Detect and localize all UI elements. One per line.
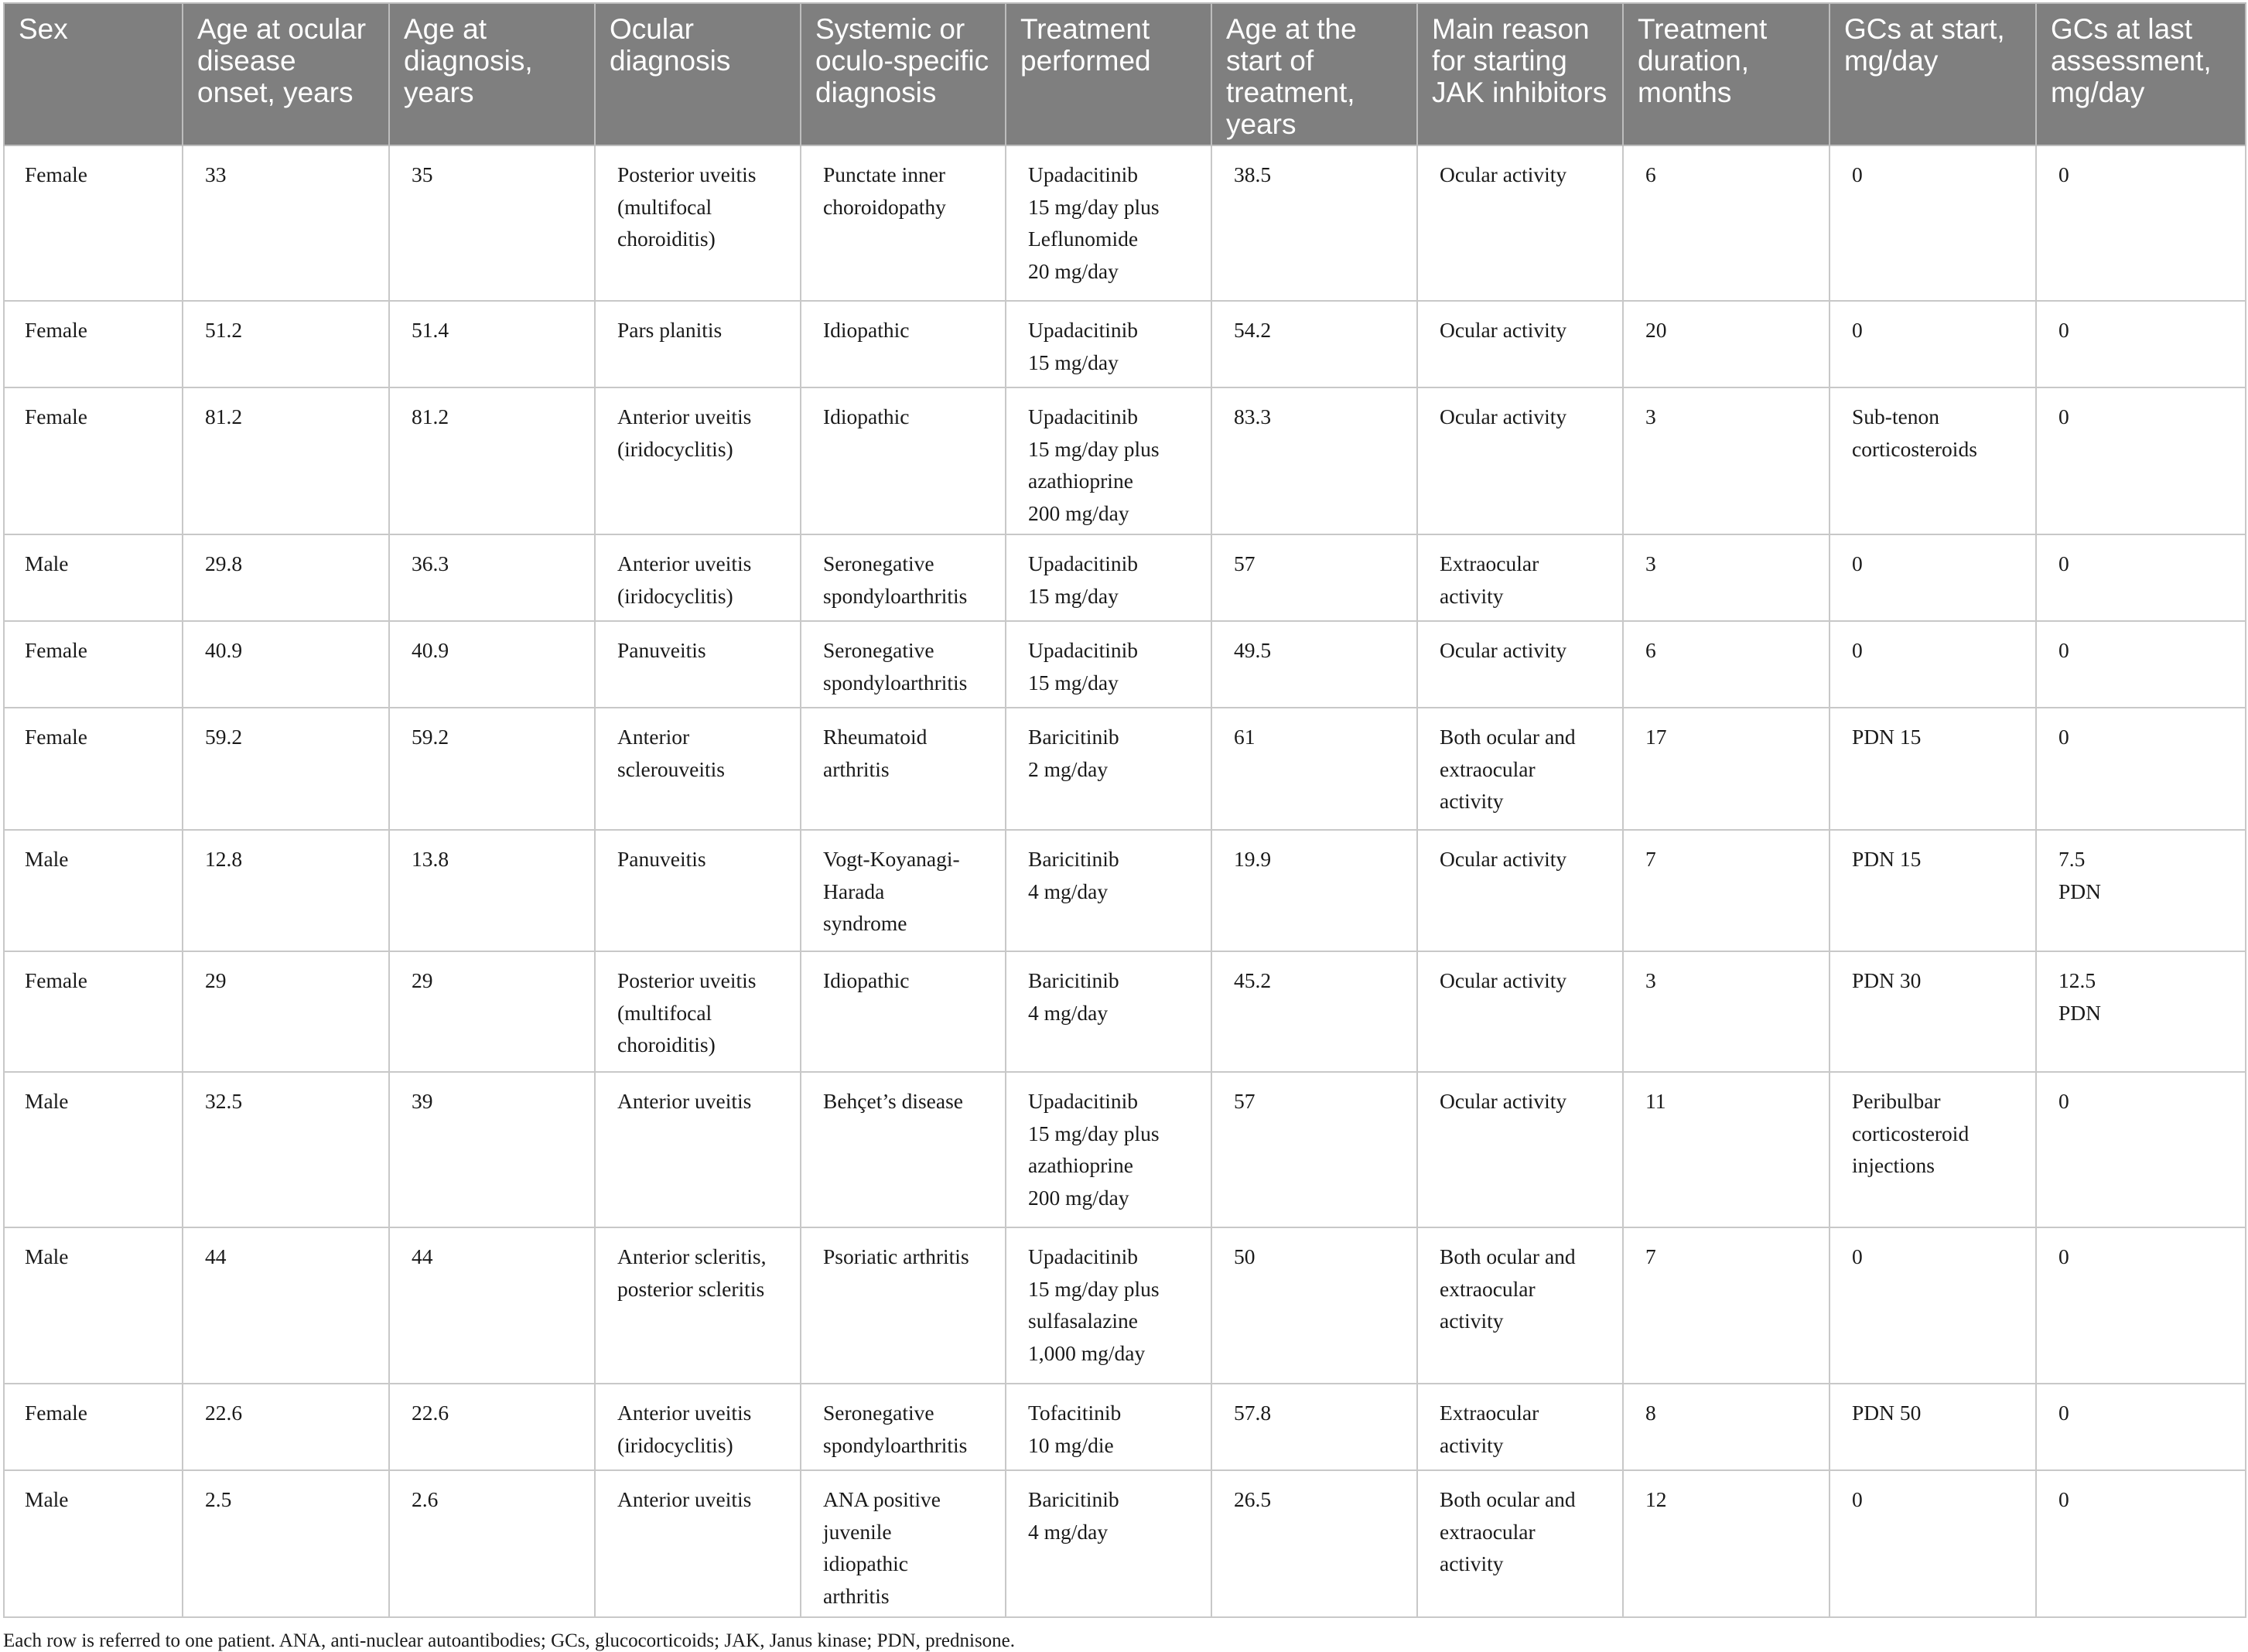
table-cell: 8	[1623, 1384, 1829, 1470]
table-cell: Ocular activity	[1417, 1072, 1623, 1227]
table-cell: Baricitinib 4 mg/day	[1006, 951, 1211, 1072]
table-cell: Male	[4, 830, 183, 951]
table-header	[4, 3, 2246, 145]
table-cell: 6	[1623, 621, 1829, 708]
table-cell: 61	[1211, 708, 1417, 830]
table-cell: 57.8	[1211, 1384, 1417, 1470]
table-cell: 17	[1623, 708, 1829, 830]
table-row	[4, 1470, 2246, 1617]
table-cell: 26.5	[1211, 1470, 1417, 1617]
table-cell: Female	[4, 301, 183, 387]
table-cell: 39	[389, 1072, 595, 1227]
table-cell: 0	[2036, 1072, 2246, 1227]
table-cell: Anterior uveitis	[595, 1470, 801, 1617]
table-cell: Anterior uveitis	[595, 1072, 801, 1227]
table-cell: Both ocular and extraocular activity	[1417, 708, 1623, 830]
table-cell: 11	[1623, 1072, 1829, 1227]
table-cell: 0	[1829, 1470, 2036, 1617]
table-cell: 2.5	[183, 1470, 389, 1617]
header-row	[4, 3, 2246, 145]
column-header: Main reason for starting JAK inhibitors	[1417, 3, 1623, 145]
table-cell: 83.3	[1211, 387, 1417, 534]
table-cell: 12.5 PDN	[2036, 951, 2246, 1072]
table-cell: Male	[4, 1227, 183, 1384]
table-cell: 40.9	[183, 621, 389, 708]
table-cell: 0	[1829, 301, 2036, 387]
table-row	[4, 708, 2246, 830]
table-cell: Anterior uveitis (iridocyclitis)	[595, 534, 801, 621]
table-cell: Peribulbar corticosteroid injections	[1829, 1072, 2036, 1227]
table-container	[3, 2, 2245, 1652]
table-cell: Upadacitinib 15 mg/day plus Leflunomide 20 mg/day	[1006, 145, 1211, 301]
table-cell: 0	[2036, 1227, 2246, 1384]
table-cell: Male	[4, 534, 183, 621]
table-row	[4, 1072, 2246, 1227]
table-row	[4, 145, 2246, 301]
table-cell: Anterior scleritis, posterior scleritis	[595, 1227, 801, 1384]
table-cell: Female	[4, 951, 183, 1072]
table-cell: 0	[2036, 1384, 2246, 1470]
table-cell: 0	[2036, 301, 2246, 387]
table-cell: 38.5	[1211, 145, 1417, 301]
column-header: Systemic or oculo-specific diagnosis	[801, 3, 1006, 145]
table-cell: Seronegative spondyloarthritis	[801, 1384, 1006, 1470]
column-header: Age at diagnosis, years	[389, 3, 595, 145]
column-header: Ocular diagnosis	[595, 3, 801, 145]
table-cell: 57	[1211, 534, 1417, 621]
table-cell: 29.8	[183, 534, 389, 621]
table-cell: 3	[1623, 951, 1829, 1072]
table-cell: Rheumatoid arthritis	[801, 708, 1006, 830]
table-cell: 32.5	[183, 1072, 389, 1227]
table-cell: Upadacitinib 15 mg/day	[1006, 534, 1211, 621]
table-cell: Ocular activity	[1417, 830, 1623, 951]
table-cell: 7	[1623, 830, 1829, 951]
table-cell: 29	[389, 951, 595, 1072]
table-cell: PDN 50	[1829, 1384, 2036, 1470]
table-cell: 20	[1623, 301, 1829, 387]
table-cell: PDN 15	[1829, 708, 2036, 830]
table-cell: Ocular activity	[1417, 145, 1623, 301]
table-cell: Both ocular and extraocular activity	[1417, 1227, 1623, 1384]
table-cell: 0	[2036, 145, 2246, 301]
table-cell: 44	[389, 1227, 595, 1384]
table-cell: 12	[1623, 1470, 1829, 1617]
table-row	[4, 301, 2246, 387]
table-cell: 12.8	[183, 830, 389, 951]
table-cell: Ocular activity	[1417, 951, 1623, 1072]
table-cell: Female	[4, 387, 183, 534]
table-cell: Idiopathic	[801, 301, 1006, 387]
table-cell: 50	[1211, 1227, 1417, 1384]
table-cell: 57	[1211, 1072, 1417, 1227]
table-cell: 0	[1829, 534, 2036, 621]
table-cell: 19.9	[1211, 830, 1417, 951]
table-cell: Pars planitis	[595, 301, 801, 387]
table-cell: 0	[1829, 1227, 2036, 1384]
table-cell: 81.2	[183, 387, 389, 534]
table-cell: 49.5	[1211, 621, 1417, 708]
table-cell: 0	[1829, 145, 2036, 301]
table-cell: Behçet’s disease	[801, 1072, 1006, 1227]
table-cell: Upadacitinib 15 mg/day plus azathioprine 200 mg/day	[1006, 1072, 1211, 1227]
table-row	[4, 1384, 2246, 1470]
column-header: GCs at last assessment, mg/day	[2036, 3, 2246, 145]
table-cell: Female	[4, 1384, 183, 1470]
table-cell: Punctate inner choroidopathy	[801, 145, 1006, 301]
table-cell: 51.4	[389, 301, 595, 387]
table-cell: Baricitinib 4 mg/day	[1006, 830, 1211, 951]
table-cell: Male	[4, 1470, 183, 1617]
table-cell: Female	[4, 708, 183, 830]
table-cell: Male	[4, 1072, 183, 1227]
table-cell: Both ocular and extraocular activity	[1417, 1470, 1623, 1617]
table-cell: 44	[183, 1227, 389, 1384]
table-cell: 0	[2036, 708, 2246, 830]
table-cell: Tofacitinib 10 mg/die	[1006, 1384, 1211, 1470]
table-cell: Panuveitis	[595, 621, 801, 708]
table-cell: Anterior uveitis (iridocyclitis)	[595, 1384, 801, 1470]
table-cell: Vogt-Koyanagi- Harada syndrome	[801, 830, 1006, 951]
table-cell: Upadacitinib 15 mg/day	[1006, 301, 1211, 387]
table-cell: 13.8	[389, 830, 595, 951]
table-cell: Ocular activity	[1417, 621, 1623, 708]
table-row	[4, 387, 2246, 534]
table-cell: 3	[1623, 387, 1829, 534]
table-cell: 22.6	[183, 1384, 389, 1470]
patient-table	[3, 2, 2246, 1618]
table-cell: ANA positive juvenile idiopathic arthritis	[801, 1470, 1006, 1617]
table-cell: 45.2	[1211, 951, 1417, 1072]
table-cell: Anterior sclerouveitis	[595, 708, 801, 830]
table-cell: 35	[389, 145, 595, 301]
table-cell: 0	[2036, 387, 2246, 534]
table-row	[4, 534, 2246, 621]
table-cell: Extraocular activity	[1417, 1384, 1623, 1470]
table-cell: Female	[4, 621, 183, 708]
table-footnote: Each row is referred to one patient. ANA, anti-nuclear autoantibodies; GCs, glucocorticoids; JAK, Janus kinase; PDN, prednisone.	[3, 1630, 1016, 1651]
table-cell: 22.6	[389, 1384, 595, 1470]
table-cell: Seronegative spondyloarthritis	[801, 621, 1006, 708]
table-cell: 2.6	[389, 1470, 595, 1617]
table-cell: Upadacitinib 15 mg/day plus azathioprine 200 mg/day	[1006, 387, 1211, 534]
table-cell: 7	[1623, 1227, 1829, 1384]
table-row	[4, 830, 2246, 951]
table-cell: 59.2	[183, 708, 389, 830]
table-cell: 40.9	[389, 621, 595, 708]
table-cell: 54.2	[1211, 301, 1417, 387]
table-row	[4, 1227, 2246, 1384]
table-cell: Posterior uveitis (multifocal choroiditis)	[595, 145, 801, 301]
table-cell: 81.2	[389, 387, 595, 534]
table-cell: Ocular activity	[1417, 387, 1623, 534]
table-row	[4, 621, 2246, 708]
column-header: Treatment duration, months	[1623, 3, 1829, 145]
table-cell: 7.5 PDN	[2036, 830, 2246, 951]
table-cell: PDN 15	[1829, 830, 2036, 951]
table-cell: Upadacitinib 15 mg/day	[1006, 621, 1211, 708]
column-header: Age at ocular disease onset, years	[183, 3, 389, 145]
table-cell: Panuveitis	[595, 830, 801, 951]
table-cell: Sub-tenon corticosteroids	[1829, 387, 2036, 534]
column-header: Sex	[4, 3, 183, 145]
table-row	[4, 951, 2246, 1072]
table-cell: 3	[1623, 534, 1829, 621]
table-cell: 36.3	[389, 534, 595, 621]
table-cell: 6	[1623, 145, 1829, 301]
table-cell: 0	[2036, 621, 2246, 708]
table-cell: 29	[183, 951, 389, 1072]
column-header: Treatment performed	[1006, 3, 1211, 145]
table-cell: Extraocular activity	[1417, 534, 1623, 621]
table-body	[4, 145, 2246, 1617]
table-cell: PDN 30	[1829, 951, 2036, 1072]
table-cell: Baricitinib 2 mg/day	[1006, 708, 1211, 830]
table-cell: Posterior uveitis (multifocal choroiditis)	[595, 951, 801, 1072]
table-cell: Upadacitinib 15 mg/day plus sulfasalazine 1,000 mg/day	[1006, 1227, 1211, 1384]
table-cell: Baricitinib 4 mg/day	[1006, 1470, 1211, 1617]
table-cell: 0	[1829, 621, 2036, 708]
table-cell: Ocular activity	[1417, 301, 1623, 387]
table-cell: 33	[183, 145, 389, 301]
table-cell: Psoriatic arthritis	[801, 1227, 1006, 1384]
column-header: GCs at start, mg/day	[1829, 3, 2036, 145]
table-cell: Idiopathic	[801, 951, 1006, 1072]
table-cell: Female	[4, 145, 183, 301]
table-cell: Idiopathic	[801, 387, 1006, 534]
column-header: Age at the start of treatment, years	[1211, 3, 1417, 145]
table-cell: 0	[2036, 1470, 2246, 1617]
table-cell: 0	[2036, 534, 2246, 621]
table-cell: Seronegative spondyloarthritis	[801, 534, 1006, 621]
table-cell: 59.2	[389, 708, 595, 830]
table-cell: 51.2	[183, 301, 389, 387]
table-cell: Anterior uveitis (iridocyclitis)	[595, 387, 801, 534]
